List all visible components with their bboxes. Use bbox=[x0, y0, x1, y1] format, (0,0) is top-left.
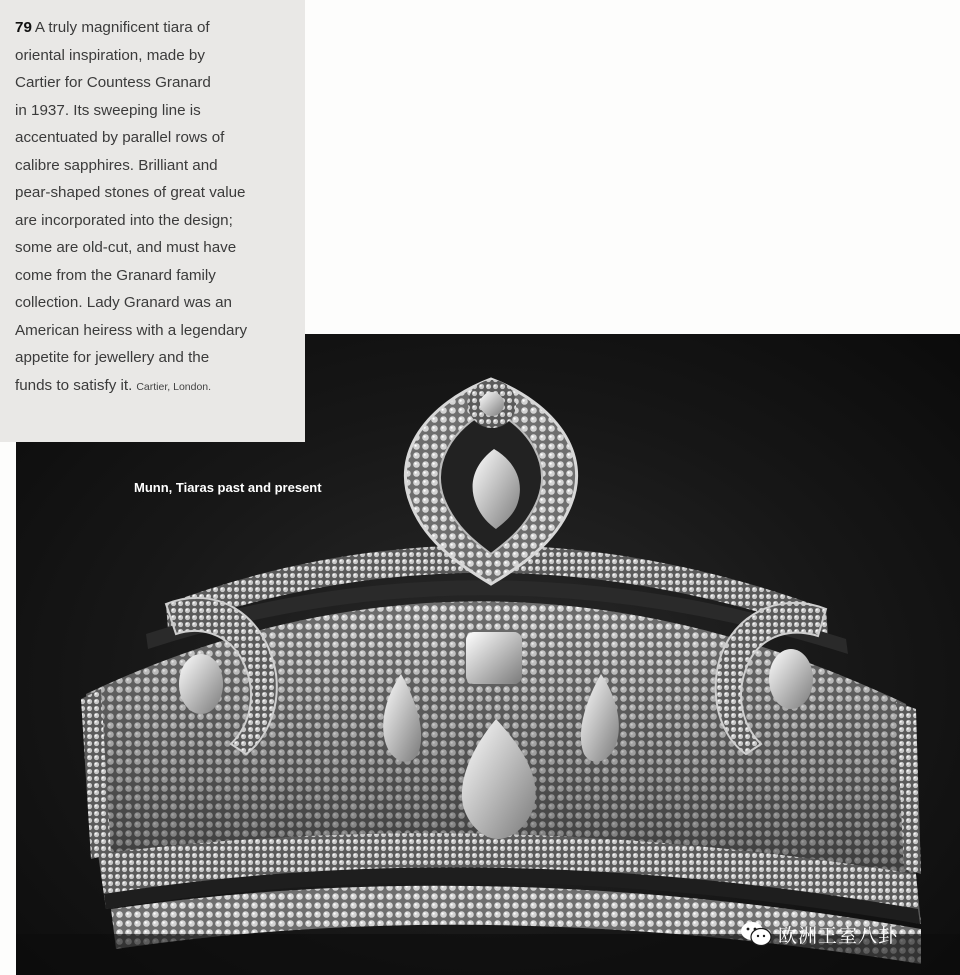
watermark-text: 欧洲王室八卦 bbox=[778, 924, 899, 947]
caption-line-13: appetite for jewellery and the bbox=[15, 349, 210, 366]
caption-line-5: accentuated by parallel rows of bbox=[15, 129, 225, 146]
caption-panel bbox=[0, 0, 305, 442]
caption-line-4: in 1937. Its sweeping line is bbox=[15, 101, 201, 119]
caption-line-7: pear-shaped stones of great value bbox=[15, 184, 246, 201]
caption-text bbox=[15, 14, 297, 401]
caption-line-12: American heiress with a legendary bbox=[15, 321, 248, 339]
caption-line-1: 79 A truly magnificent tiara of bbox=[15, 19, 210, 36]
caption-line-8: are incorporated into the design; bbox=[15, 211, 233, 229]
caption-line-11: collection. Lady Granard was an bbox=[15, 294, 232, 311]
caption-line-9: some are old-cut, and must have bbox=[15, 239, 237, 256]
caption-line-10: come from the Granard family bbox=[15, 266, 216, 284]
watermark bbox=[740, 920, 898, 948]
wechat-icon bbox=[740, 921, 772, 947]
figure-number: 79 bbox=[15, 19, 32, 36]
caption-line-14: funds to satisfy it. Cartier, London. bbox=[15, 376, 212, 394]
caption-line-6: calibre sapphires. Brilliant and bbox=[15, 156, 218, 174]
source-label: Munn, Tiaras past and present bbox=[134, 480, 322, 495]
photo-credit: Cartier, London. bbox=[136, 380, 212, 393]
caption-line-2: oriental inspiration, made by bbox=[15, 46, 205, 64]
caption-line-3: Cartier for Countess Granard bbox=[15, 74, 211, 91]
